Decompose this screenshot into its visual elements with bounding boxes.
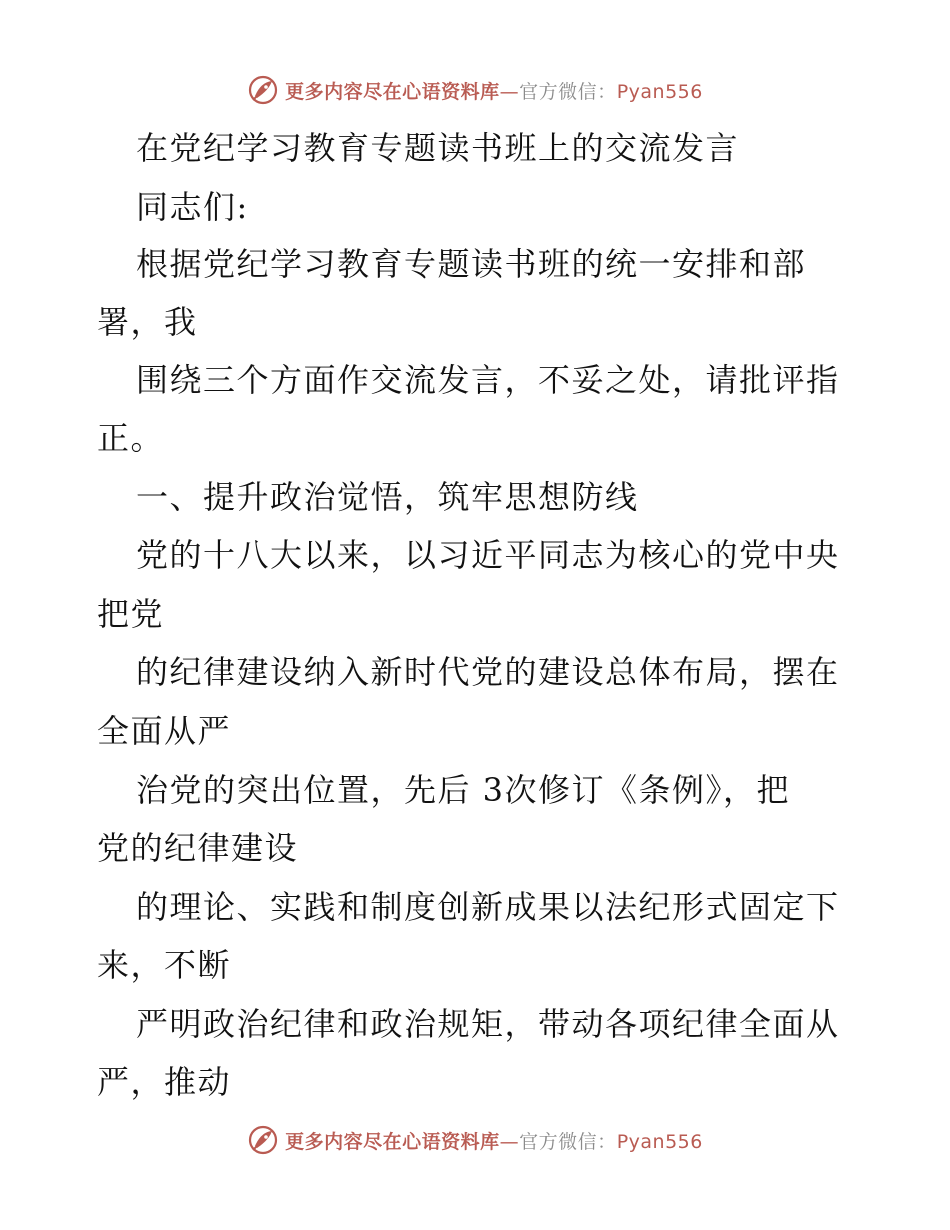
paragraph-line: 严，推动: [97, 1063, 232, 1101]
watermark-wechat-id: Pyan556: [616, 1130, 703, 1153]
watermark-main-text: 更多内容尽在心语资料库: [285, 80, 500, 103]
pen-nib-logo-icon: [247, 74, 279, 106]
watermark-sub-text: 官方微信：: [519, 1130, 617, 1153]
paragraph-line: 严明政治纪律和政治规矩，带动各项纪律全面从: [136, 1005, 840, 1043]
watermark-main-text: 更多内容尽在心语资料库: [285, 1130, 500, 1153]
footer-watermark: [0, 1120, 950, 1160]
document-greeting: 同志们:: [136, 188, 249, 226]
paragraph-line: 的纪律建设纳入新时代党的建设总体布局，摆在: [136, 653, 840, 691]
paragraph-line: 党的十八大以来，以习近平同志为核心的党中央: [136, 536, 840, 574]
paragraph-line: 党的纪律建设: [97, 829, 299, 867]
document-title: 在党纪学习教育专题读书班上的交流发言: [136, 129, 740, 167]
watermark-sub-text: 官方微信：: [519, 80, 617, 103]
paragraph-line: 署，我: [97, 303, 198, 341]
paragraph-line: 正。: [97, 419, 165, 457]
paragraph-line: 把党: [97, 595, 165, 633]
paragraph-line: 的理论、实践和制度创新成果以法纪形式固定下: [136, 888, 840, 926]
paragraph-line: 全面从严: [97, 712, 232, 750]
header-watermark: [0, 70, 950, 110]
watermark-wechat-id: Pyan556: [616, 80, 703, 103]
watermark-dash: —: [499, 1130, 520, 1153]
paragraph-line: 围绕三个方面作交流发言，不妥之处，请批评指: [136, 361, 840, 399]
watermark-dash: —: [499, 80, 520, 103]
paragraph-line: 根据党纪学习教育专题读书班的统一安排和部: [136, 245, 807, 283]
section-heading: 一、提升政治觉悟，筑牢思想防线: [136, 478, 639, 516]
paragraph-line: 来，不断: [97, 946, 232, 984]
paragraph-line: 治党的突出位置，先后 3次修订《条例》，把: [136, 771, 791, 809]
pen-nib-logo-icon: [247, 1124, 279, 1156]
